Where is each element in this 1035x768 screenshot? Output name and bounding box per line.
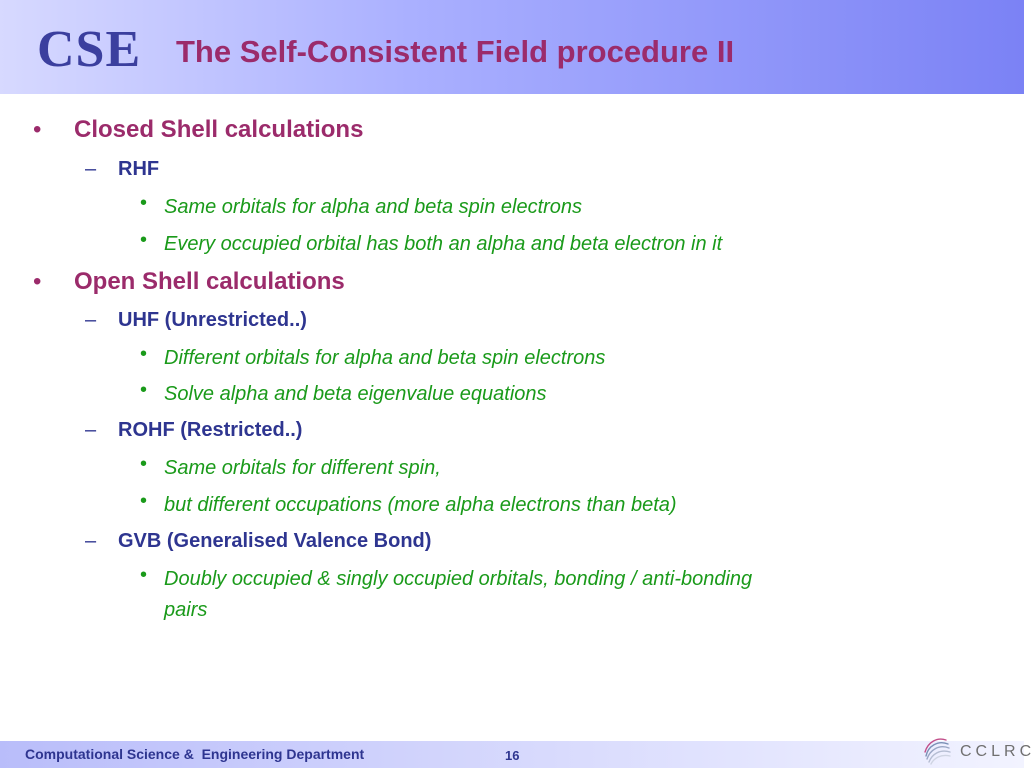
bullet-marker: • <box>140 192 148 214</box>
bullet-text: Solve alpha and beta eigenvalue equations <box>164 383 547 405</box>
bullet-text: RHF <box>118 158 160 180</box>
bullet-text: GVB (Generalised Valence Bond) <box>118 530 432 552</box>
bullet-text: Doubly occupied & singly occupied orbitals, bonding / anti-bonding <box>164 568 753 590</box>
bullet-marker: • <box>33 268 42 295</box>
bullet-marker: • <box>33 116 42 143</box>
slide-footer <box>0 741 1024 768</box>
bullet-text: Different orbitals for alpha and beta spin electrons <box>164 347 606 369</box>
page-number: 16 <box>505 748 520 763</box>
dash-marker: – <box>85 158 97 180</box>
bullet-marker: • <box>140 229 148 251</box>
cclrc-logo <box>920 732 1035 768</box>
dash-marker: – <box>85 419 97 441</box>
bullet-marker: • <box>140 490 148 512</box>
slide-header <box>0 0 1024 94</box>
bullet-text: Same orbitals for different spin, <box>164 457 441 479</box>
bullet-text: Open Shell calculations <box>74 268 345 295</box>
bullet-text: UHF (Unrestricted..) <box>118 309 307 331</box>
department-name: Computational Science & Engineering Department <box>25 746 365 762</box>
bullet-text: but different occupations (more alpha electrons than beta) <box>164 494 677 516</box>
bullet-text: Same orbitals for alpha and beta spin electrons <box>164 196 583 218</box>
bullet-text: Every occupied orbital has both an alpha and beta electron in it <box>164 233 723 255</box>
bullet-text-continuation: pairs <box>164 599 208 621</box>
bullet-marker: • <box>140 379 148 401</box>
cclrc-swirl-icon <box>920 732 954 768</box>
bullet-text: Closed Shell calculations <box>74 116 364 143</box>
cse-logo: CSE <box>37 21 142 78</box>
bullet-marker: • <box>140 343 148 365</box>
bullet-text: ROHF (Restricted..) <box>118 419 303 441</box>
bullet-marker: • <box>140 564 148 586</box>
dash-marker: – <box>85 530 97 552</box>
slide-title: The Self-Consistent Field procedure II <box>176 34 735 69</box>
cclrc-logo-text: CCLRC <box>960 743 1035 760</box>
bullet-marker: • <box>140 453 148 475</box>
dash-marker: – <box>85 309 97 331</box>
